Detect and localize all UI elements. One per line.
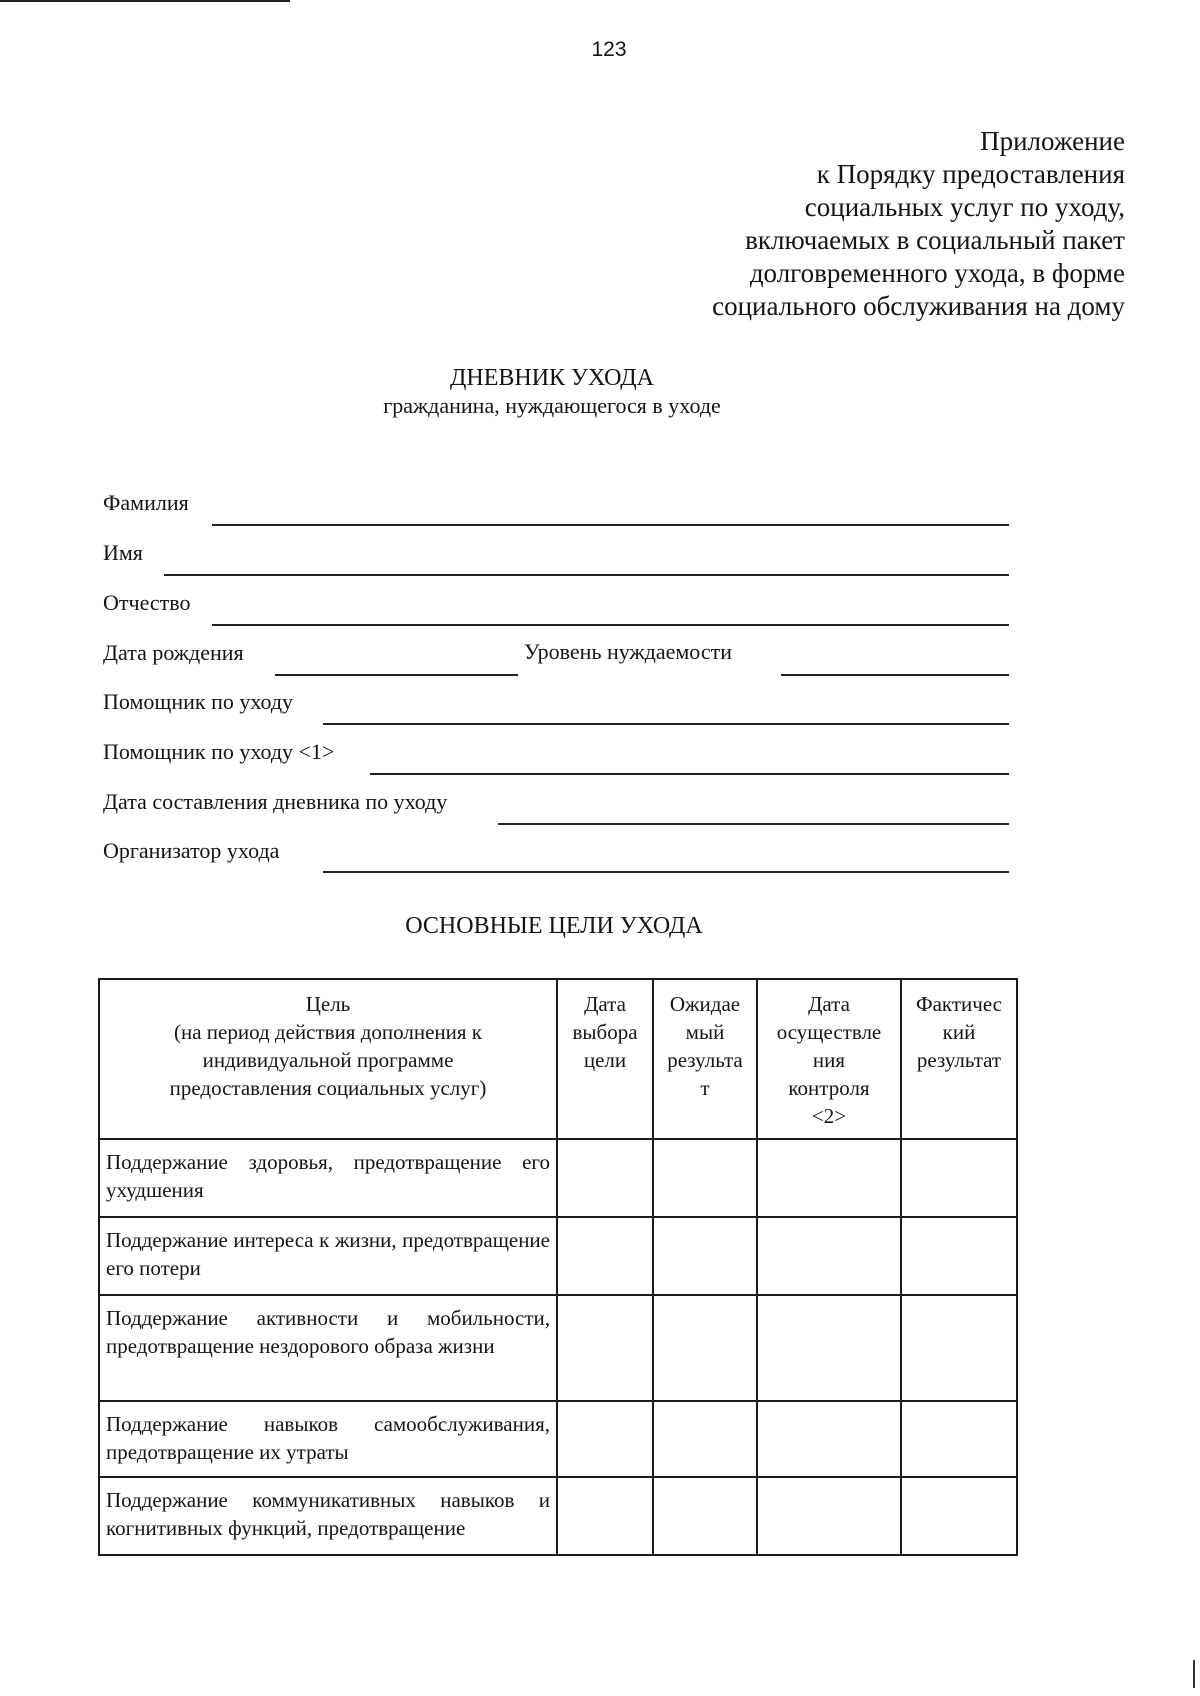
column-header-control-date: Дата осуществле ния контроля <2> xyxy=(757,979,901,1139)
care-assistant-2-label: Помощник по уходу <1> xyxy=(103,739,335,764)
actual-result-cell[interactable] xyxy=(901,1401,1017,1477)
document-subtitle: гражданина, нуждающегося в уходе xyxy=(383,393,721,418)
appendix-line: социального обслуживания на дому xyxy=(712,291,1125,321)
appendix-line: Приложение xyxy=(980,126,1125,156)
expected-result-cell[interactable] xyxy=(653,1401,757,1477)
selection-date-cell[interactable] xyxy=(557,1401,653,1477)
column-header-goal: Цель (на период действия дополнения к индивидуальной программе предоставления социальных услуг) xyxy=(99,979,557,1139)
column-header-selection-date: Дата выбора цели xyxy=(557,979,653,1139)
appendix-note xyxy=(712,125,1125,323)
selection-date-cell[interactable] xyxy=(557,1477,653,1555)
care-assistant-label: Помощник по уходу xyxy=(103,689,294,714)
appendix-line: социальных услуг по уходу, xyxy=(804,192,1125,222)
table-row xyxy=(99,1217,1017,1295)
patronymic-field[interactable] xyxy=(212,624,1009,626)
appendix-line: включаемых в социальный пакет xyxy=(745,225,1125,255)
diary-date-field[interactable] xyxy=(498,823,1009,825)
page-number: 123 xyxy=(591,38,627,61)
name-field[interactable] xyxy=(164,574,1009,576)
actual-result-cell[interactable] xyxy=(901,1217,1017,1295)
table-header-row xyxy=(99,979,1017,1139)
care-assistant-field[interactable] xyxy=(323,723,1009,725)
table-row xyxy=(99,1139,1017,1217)
column-header-actual-result: Фактичес кий результат xyxy=(901,979,1017,1139)
control-date-cell[interactable] xyxy=(757,1295,901,1401)
scan-edge-mark xyxy=(1193,1660,1195,1688)
selection-date-cell[interactable] xyxy=(557,1139,653,1217)
goal-cell: Поддержание здоровья, предотвращение его ухудшения xyxy=(99,1139,557,1217)
actual-result-cell[interactable] xyxy=(901,1477,1017,1555)
birth-date-field[interactable] xyxy=(275,674,518,676)
table-row xyxy=(99,1477,1017,1555)
table-row xyxy=(99,1295,1017,1401)
surname-label: Фамилия xyxy=(103,490,189,515)
expected-result-cell[interactable] xyxy=(653,1295,757,1401)
diary-date-label: Дата составления дневника по уходу xyxy=(103,789,448,814)
surname-field[interactable] xyxy=(212,524,1009,526)
section-title: ОСНОВНЫЕ ЦЕЛИ УХОДА xyxy=(405,913,703,939)
selection-date-cell[interactable] xyxy=(557,1217,653,1295)
document-title: ДНЕВНИК УХОДА xyxy=(450,365,654,391)
top-rule xyxy=(0,0,290,2)
expected-result-cell[interactable] xyxy=(653,1139,757,1217)
patronymic-label: Отчество xyxy=(103,590,191,615)
care-goals-table xyxy=(98,978,1018,1556)
goal-cell: Поддержание интереса к жизни, предотвращение его потери xyxy=(99,1217,557,1295)
need-level-field[interactable] xyxy=(781,674,1009,676)
column-header-expected-result: Ожидае мый результа т xyxy=(653,979,757,1139)
control-date-cell[interactable] xyxy=(757,1217,901,1295)
table-row xyxy=(99,1401,1017,1477)
control-date-cell[interactable] xyxy=(757,1139,901,1217)
care-assistant-2-field[interactable] xyxy=(370,773,1009,775)
goal-cell: Поддержание навыков самообслуживания, предотвращение их утраты xyxy=(99,1401,557,1477)
birth-date-label: Дата рождения xyxy=(103,640,244,665)
control-date-cell[interactable] xyxy=(757,1401,901,1477)
control-date-cell[interactable] xyxy=(757,1477,901,1555)
name-label: Имя xyxy=(103,540,143,565)
goal-cell: Поддержание коммуникативных навыков и когнитивных функций, предотвращение xyxy=(99,1477,557,1555)
care-organizer-label: Организатор ухода xyxy=(103,838,280,863)
expected-result-cell[interactable] xyxy=(653,1477,757,1555)
appendix-line: долговременного ухода, в форме xyxy=(749,258,1125,288)
actual-result-cell[interactable] xyxy=(901,1139,1017,1217)
appendix-line: к Порядку предоставления xyxy=(816,159,1125,189)
expected-result-cell[interactable] xyxy=(653,1217,757,1295)
care-organizer-field[interactable] xyxy=(323,871,1009,873)
need-level-label: Уровень нуждаемости xyxy=(524,639,733,664)
selection-date-cell[interactable] xyxy=(557,1295,653,1401)
goal-cell: Поддержание активности и мобильности, предотвращение нездорового образа жизни xyxy=(99,1295,557,1401)
actual-result-cell[interactable] xyxy=(901,1295,1017,1401)
